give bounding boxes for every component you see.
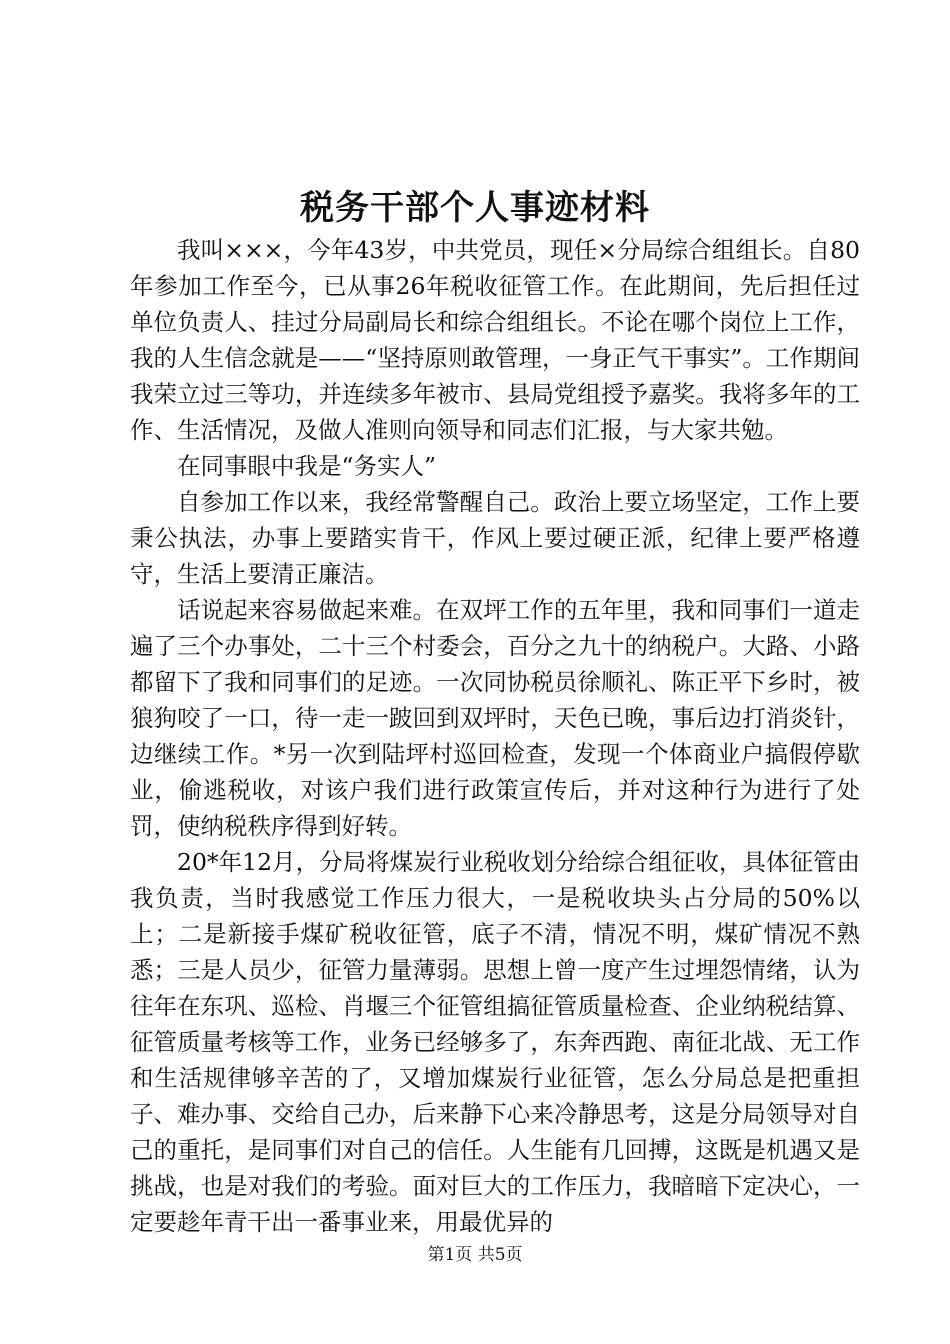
document-title: 税务干部个人事迹材料 <box>300 188 650 228</box>
paragraph-principles: 自参加工作以来，我经常警醒自己。政治上要立场坚定，工作上要秉公执法，办事上要踏实肯干，作风上要过硬正派，纪律上要严格遵守，生活上要清正廉洁。 <box>130 488 860 588</box>
paragraph-intro: 我叫×××，今年43岁，中共党员，现任×分局综合组组长。自80年参加工作至今，已从事26年税收征管工作。在此期间，先后担任过单位负责人、挂过分局副局长和综合组组长。不论在哪个岗位上工作，我的人生信念就是——“坚持原则敢管理，一身正气干事实”。工作期间我荣立过三等功，并连续多年被市、县局党组授予嘉奖。我将多年的工作、生活情况，及做人准则向领导和同志们汇报，与大家共勉。 <box>130 236 860 444</box>
document-body <box>130 232 860 1240</box>
paragraph-shuangping: 话说起来容易做起来难。在双坪工作的五年里，我和同事们一道走遍了三个办事处，二十三个村委会，百分之九十的纳税户。大路、小路都留下了我和同事们的足迹。一次同协税员徐顺礼、陈正平下乡时，被狼狗咬了一口，待一走一跛回到双坪时，天色已晚，事后边打消炎针，边继续工作。*另一次到陆坪村巡回检查，发现一个体商业户搞假停歇业，偷逃税收，对该户我们进行政策宣传后，并对这种行为进行了处罚，使纳税秩序得到好转。 <box>130 596 860 840</box>
section-heading: 在同事眼中我是“务实人” <box>177 452 437 480</box>
page-footer: 第1页 共5页 <box>427 1245 523 1265</box>
paragraph-coal-tax: 20*年12月，分局将煤炭行业税收划分给综合组征收，具体征管由我负责，当时我感觉工作压力很大，一是税收块头占分局的50%以上；二是新接手煤矿税收征管，底子不清，情况不明，煤矿情况不熟悉；三是人员少，征管力量薄弱。思想上曾一度产生过埋怨情绪，认为往年在东巩、巡检、肖堰三个征管组搞征管质量检查、企业纳税结算、征管质量考核等工作，业务已经够多了，东奔西跑、南征北战、无工作和生活规律够辛苦的了，又增加煤炭行业征管，怎么分局总是把重担子、难办事、交给自己办，后来静下心来冷静思考，这是分局领导对自己的重托，是同事们对自己的信任。人生能有几回搏，这既是机遇又是挑战，也是对我们的考验。面对巨大的工作压力，我暗暗下定决心，一定要趁年青干出一番事业来，用最优异的 <box>130 848 860 1236</box>
